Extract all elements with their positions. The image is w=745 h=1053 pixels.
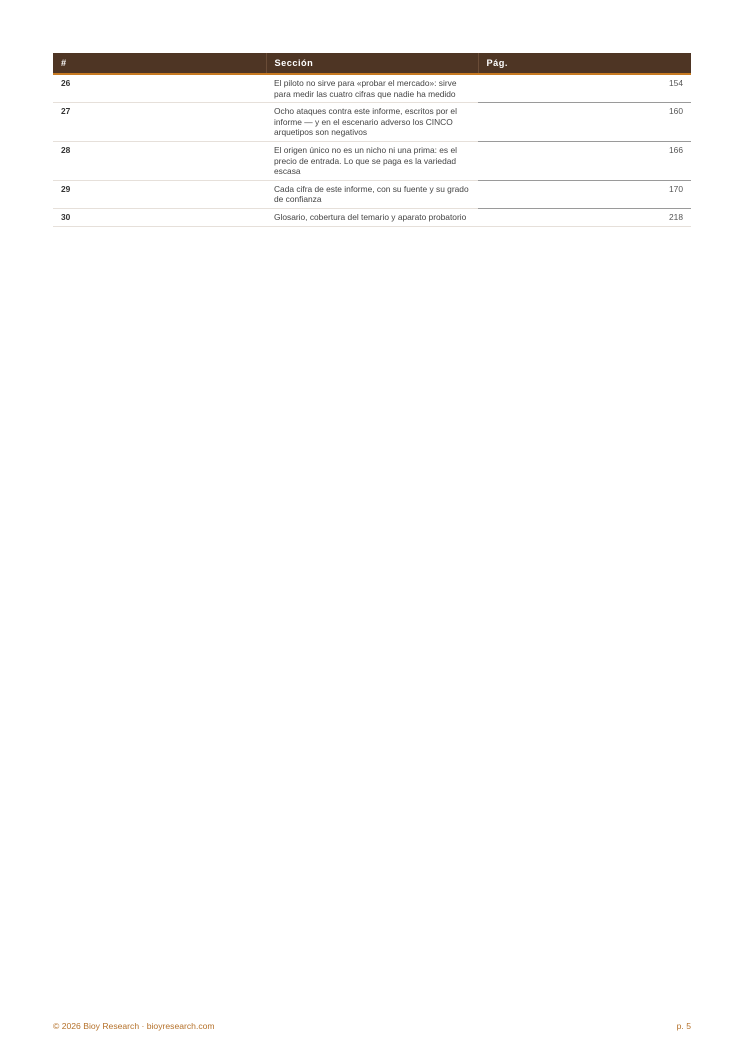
table-row — [53, 141, 691, 180]
column-header-section: Sección — [266, 53, 478, 74]
row-page-number: 154 — [478, 74, 691, 103]
row-number: 30 — [53, 208, 266, 226]
row-number: 28 — [53, 141, 266, 180]
row-section-title: Cada cifra de este informe, con su fuente y su grado de confianza — [266, 180, 478, 208]
row-section-title: El origen único no es un nicho ni una prima: es el precio de entrada. Lo que se paga es la variedad escasa — [266, 141, 478, 180]
toc-body — [53, 74, 691, 226]
column-header-number: # — [53, 53, 266, 74]
table-of-contents — [53, 53, 691, 227]
column-header-page: Pág. — [478, 53, 691, 74]
row-page-number: 170 — [478, 180, 691, 208]
table-row — [53, 208, 691, 226]
row-page-number: 218 — [478, 208, 691, 226]
table-row — [53, 74, 691, 103]
table-row — [53, 103, 691, 142]
row-number: 29 — [53, 180, 266, 208]
footer-page-number: p. 5 — [676, 1021, 691, 1031]
row-section-title: Ocho ataques contra este informe, escritos por el informe — y en el escenario adverso los CINCO arquetipos son negativos — [266, 103, 478, 142]
row-section-title: Glosario, cobertura del temario y aparato probatorio — [266, 208, 478, 226]
row-page-number: 166 — [478, 141, 691, 180]
toc-header — [53, 53, 691, 74]
page-footer — [53, 1021, 691, 1031]
row-number: 27 — [53, 103, 266, 142]
row-section-title: El piloto no sirve para «probar el mercado»: sirve para medir las cuatro cifras que nadie ha medido — [266, 74, 478, 103]
row-number: 26 — [53, 74, 266, 103]
footer-copyright: © 2026 Bioy Research · bioyresearch.com — [53, 1021, 215, 1031]
row-page-number: 160 — [478, 103, 691, 142]
table-row — [53, 180, 691, 208]
toc-header-row — [53, 53, 691, 74]
